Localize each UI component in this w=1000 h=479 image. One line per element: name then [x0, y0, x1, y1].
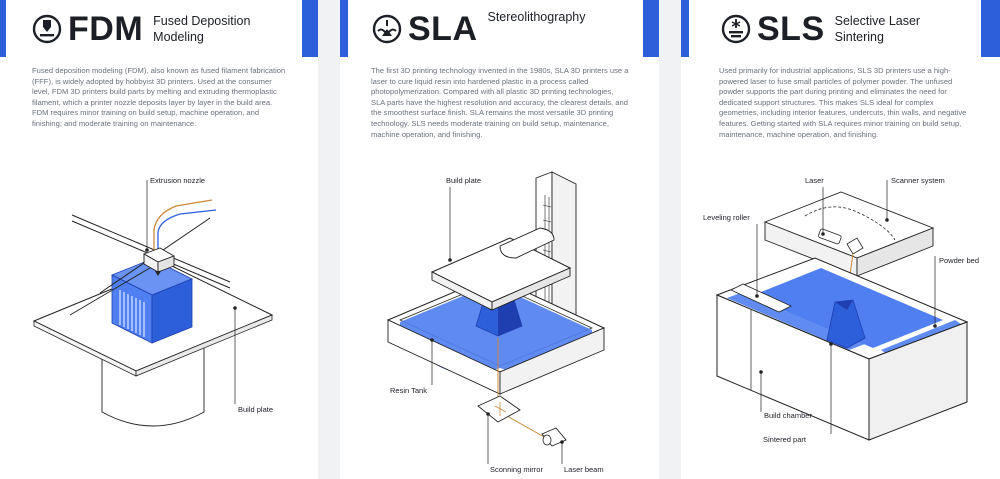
panel-separator	[318, 0, 340, 479]
panel-header	[721, 5, 955, 53]
accent-bar	[643, 0, 659, 57]
technology-name: Fused Deposition Modeling	[153, 14, 251, 44]
leader-dot	[430, 338, 434, 342]
scanning-mirror	[478, 396, 520, 422]
leader-dot	[448, 258, 452, 262]
technology-description: Fused deposition modeling (FDM), also known as fused filament fabrication (FFF), is widely adopted by hobbyist 3D printers. Used at the consumer level, FDM 3D printers build parts by melting and extruding thermoplastic filament, which a printer nozzle deposits layer by layer in the build area. FDM requires minor training on build setup, machine operation, and finishing; and moderate training on maintenance.	[32, 66, 286, 128]
fdm-diagram	[0, 150, 318, 479]
technology-description: Used primarily for industrial applications, SLS 3D printers use a high-powered laser to fuse small particles of polymer powder. The unfused powder supports the part during printing and eliminates the need for dedicated support structures. This makes SLS ideal for complex geometries, including interior features, undercuts, thin walls, and negative features. Getting started with SLA requires minor training on build setup, maintenance, machine operation, and finishing.	[719, 66, 967, 139]
label-scanner-system: Scanner system	[891, 176, 945, 185]
label-extrusion-nozzle: Extrusion nozzle	[150, 176, 206, 185]
sls-panel	[681, 0, 1000, 479]
sla-panel	[340, 0, 659, 479]
label-laser: Laser	[805, 176, 824, 185]
leader-dot	[486, 412, 490, 416]
technology-name: Selective Laser Sintering	[834, 14, 921, 44]
panel-header	[372, 5, 608, 53]
technology-abbreviation: SLS	[757, 10, 825, 48]
leader-dot	[821, 232, 825, 236]
filament-blue	[158, 210, 216, 256]
accent-bar	[0, 0, 6, 57]
technology-abbreviation: SLA	[408, 10, 478, 48]
leader-dot	[755, 294, 759, 298]
sls-diagram	[681, 150, 1000, 479]
sla-resin-icon	[372, 14, 402, 44]
panel-header	[32, 5, 273, 53]
technology-description: The first 3D printing technology invented in the 1980s, SLA 3D printers use a laser to cure liquid resin into hardened plastic in a process called photopolymerization. Compared with all plastic 3D printing technologies, SLA parts have the highest resolution and accuracy, the clearest details, and the smoothest surface finish. SLA remains the most versatile 3D printing technology. SLS needs moderate training on build setup, maintenance, machine operation, and finishing.	[371, 66, 629, 139]
label-resin-tank: Resin Tank	[390, 386, 427, 395]
label-leveling-roller: Leveling roller	[703, 213, 750, 222]
technology-name: Stereolithography	[487, 10, 586, 24]
label-build-plate: Build plate	[446, 176, 482, 185]
label-sintered-part: Sintered part	[763, 435, 806, 444]
label-powder-bed: Powder bed	[939, 256, 980, 265]
laser-emitter	[543, 435, 551, 445]
fdm-nozzle-icon	[32, 14, 62, 44]
label-build-chamber: Build chamber	[764, 411, 812, 420]
filament-orange	[154, 200, 212, 256]
panel-separator	[659, 0, 681, 479]
label-scanning-mirror: Sconning mirror	[490, 465, 543, 474]
technology-abbreviation: FDM	[68, 10, 144, 48]
label-build-plate: Build plate	[238, 405, 274, 414]
accent-bar	[981, 0, 1000, 57]
accent-bar	[340, 0, 348, 57]
sla-diagram	[340, 150, 659, 479]
fdm-panel	[0, 0, 318, 479]
accent-bar	[681, 0, 689, 57]
leader-dot	[933, 324, 937, 328]
leader-dot	[885, 218, 889, 222]
leader-dot	[560, 440, 564, 444]
leader-dot	[233, 306, 237, 310]
accent-bar	[302, 0, 318, 57]
sls-laser-icon	[721, 14, 751, 44]
leader-dot	[145, 248, 149, 252]
label-laser-beam: Laser beam	[564, 465, 604, 474]
leader-dot	[829, 342, 833, 346]
leader-dot	[759, 370, 763, 374]
